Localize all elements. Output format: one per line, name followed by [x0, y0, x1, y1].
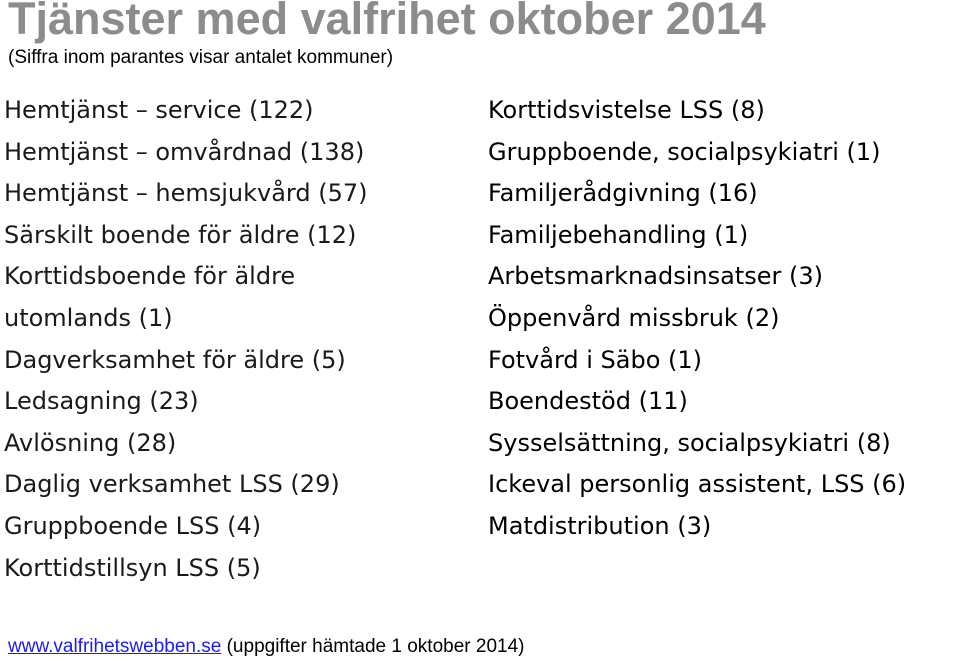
list-item: Fotvård i Säbo (1): [488, 345, 703, 374]
list-item: Matdistribution (3): [488, 511, 712, 540]
list-item: Familjerådgivning (16): [488, 179, 758, 208]
right-service-list: [488, 90, 960, 548]
list-item: Arbetsmarknadsinsatser (3): [488, 262, 823, 291]
page-title: Tjänster med valfrihet oktober 2014: [8, 0, 766, 44]
list-item: Korttidstillsyn LSS (5): [4, 553, 261, 582]
source-note: (uppgifter hämtade 1 oktober 2014): [221, 636, 525, 657]
list-item: Korttidsvistelse LSS (8): [488, 96, 765, 124]
list-item: Särskilt boende för äldre (12): [4, 220, 357, 249]
list-item: Hemtjänst – omvårdnad (138): [4, 137, 365, 166]
list-item: Hemtjänst – hemsjukvård (57): [4, 179, 368, 208]
footer: [8, 634, 524, 660]
subtitle: (Siffra inom parantes visar antalet kommuner): [8, 47, 394, 68]
list-item: Boendestöd (11): [488, 387, 688, 416]
list-item: Gruppboende, socialpsykiatri (1): [488, 137, 881, 166]
list-item: Hemtjänst – service (122): [4, 96, 314, 124]
list-item: Familjebehandling (1): [488, 220, 749, 249]
list-item: Korttidsboende för äldre: [4, 262, 296, 291]
list-item: Ickeval personlig assistent, LSS (6): [488, 470, 907, 499]
list-item: Dagverksamhet för äldre (5): [4, 345, 346, 374]
list-item: Öppenvård missbruk (2): [488, 303, 780, 332]
left-service-list: [4, 90, 474, 589]
list-item: Ledsagning (23): [4, 387, 199, 416]
source-link[interactable]: www.valfrihetswebben.se: [8, 636, 222, 657]
list-item: Daglig verksamhet LSS (29): [4, 470, 340, 499]
list-item: Gruppboende LSS (4): [4, 511, 262, 540]
list-item: Sysselsättning, socialpsykiatri (8): [488, 428, 891, 457]
list-item: utomlands (1): [4, 303, 173, 332]
list-item: Avlösning (28): [4, 428, 177, 457]
